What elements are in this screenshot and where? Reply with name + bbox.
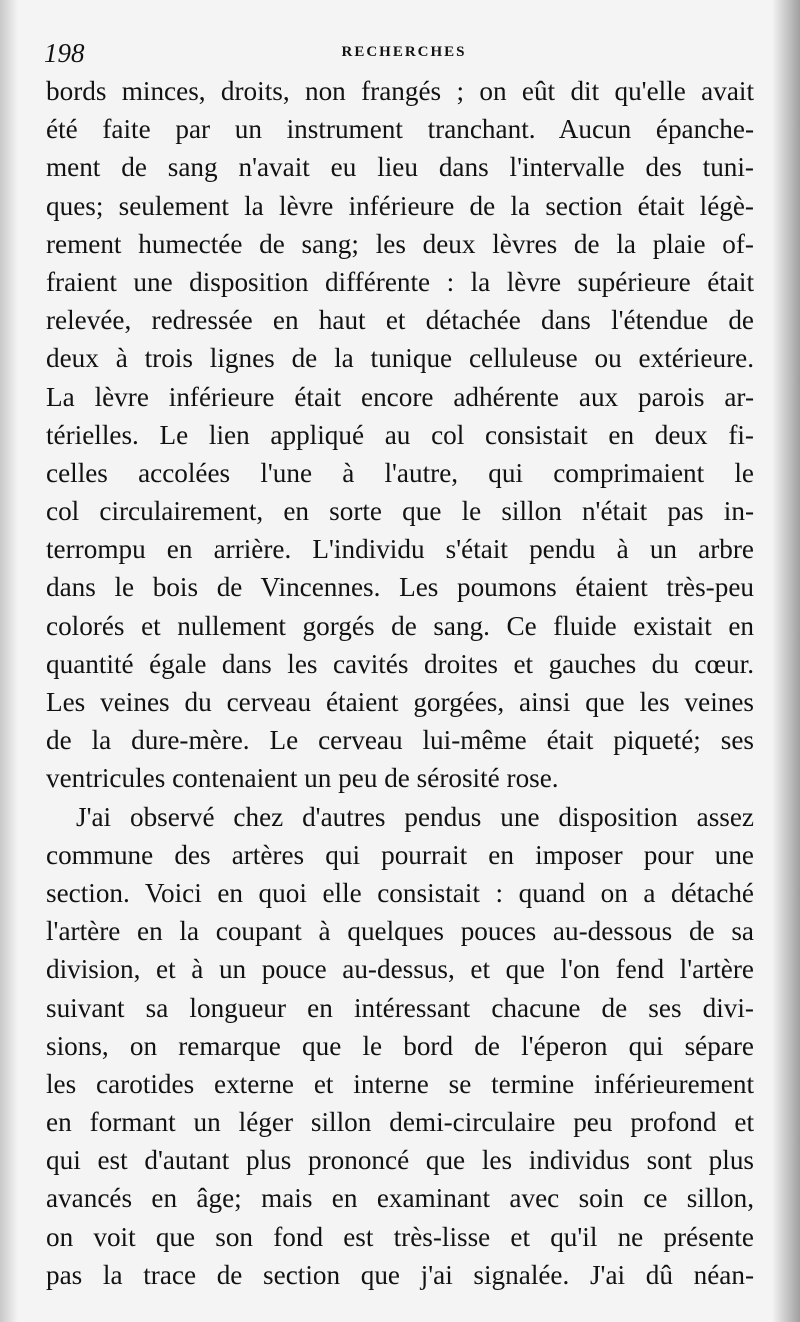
text-line: on voit que son fond est très-lisse et qu'il ne présente — [46, 1221, 754, 1252]
page-header — [44, 38, 764, 68]
text-line: pas la trace de section que j'ai signalée. J'ai dû néan- — [46, 1259, 754, 1290]
text-line: avancés en âge; mais en examinant avec soin ce sillon, — [46, 1183, 754, 1214]
text-line: sions, on remarque que le bord de l'éperon qui sépare — [46, 1030, 754, 1061]
text-line: La lèvre inférieure était encore adhérente aux parois ar- — [46, 381, 754, 412]
text-line: colorés et nullement gorgés de sang. Ce fluide existait en — [46, 610, 754, 641]
text-line: de la dure-mère. Le cerveau lui-même était piqueté; ses — [46, 725, 754, 756]
text-line: fraient une disposition différente : la lèvre supérieure était — [46, 266, 754, 297]
text-line: bords minces, droits, non frangés ; on eût dit qu'elle avait — [46, 76, 754, 106]
text-line: deux à trois lignes de la tunique celluleuse ou extérieure. — [46, 343, 754, 374]
text-line: Les veines du cerveau étaient gorgées, ainsi que les veines — [46, 687, 754, 717]
text-line: rement humectée de sang; les deux lèvres de la plaie of- — [46, 228, 754, 259]
text-line: en formant un léger sillon demi-circulaire peu profond et — [46, 1107, 754, 1138]
text-line: ques; seulement la lèvre inférieure de la section était légè- — [46, 190, 754, 221]
page-number: 198 — [44, 38, 85, 68]
text-line: suivant sa longueur en intéressant chacune de ses divi- — [46, 992, 754, 1023]
paragraph-first-line: J'ai observé chez d'autres pendus une disposition assez — [76, 801, 754, 832]
text-line: section. Voici en quoi elle consistait : quand on a détaché — [46, 877, 754, 908]
text-line: division, et à un pouce au-dessus, et que l'on fend l'artère — [46, 954, 754, 985]
text-line: térielles. Le lien appliqué au col consistait en deux fi- — [46, 419, 754, 450]
text-line: été faite par un instrument tranchant. Aucun épanche- — [46, 114, 754, 145]
text-line: qui est d'autant plus prononcé que les individus sont plus — [46, 1145, 754, 1176]
text-line: ventricules contenaient un peu de sérosité rose. — [46, 763, 559, 794]
text-line: quantité égale dans les cavités droites et gauches du cœur. — [46, 648, 754, 679]
text-line: celles accolées l'une à l'autre, qui comprimaient le — [46, 457, 754, 488]
text-line: col circulairement, en sorte que le sillon n'était pas in- — [46, 496, 754, 527]
text-line: commune des artères qui pourrait en imposer pour une — [46, 839, 754, 870]
text-line: les carotides externe et interne se termine inférieurement — [46, 1068, 754, 1099]
body-text — [46, 72, 754, 1294]
text-line: dans le bois de Vincennes. Les poumons étaient très-peu — [46, 572, 754, 603]
text-line: ment de sang n'avait eu lieu dans l'intervalle des tuni- — [46, 152, 754, 183]
text-line: l'artère en la coupant à quelques pouces au-dessous de sa — [46, 916, 754, 947]
text-line: relevée, redressée en haut et détachée dans l'étendue de — [46, 305, 754, 336]
running-head: RECHERCHES — [341, 44, 467, 60]
text-line: terrompu en arrière. L'individu s'était pendu à un arbre — [46, 534, 754, 565]
